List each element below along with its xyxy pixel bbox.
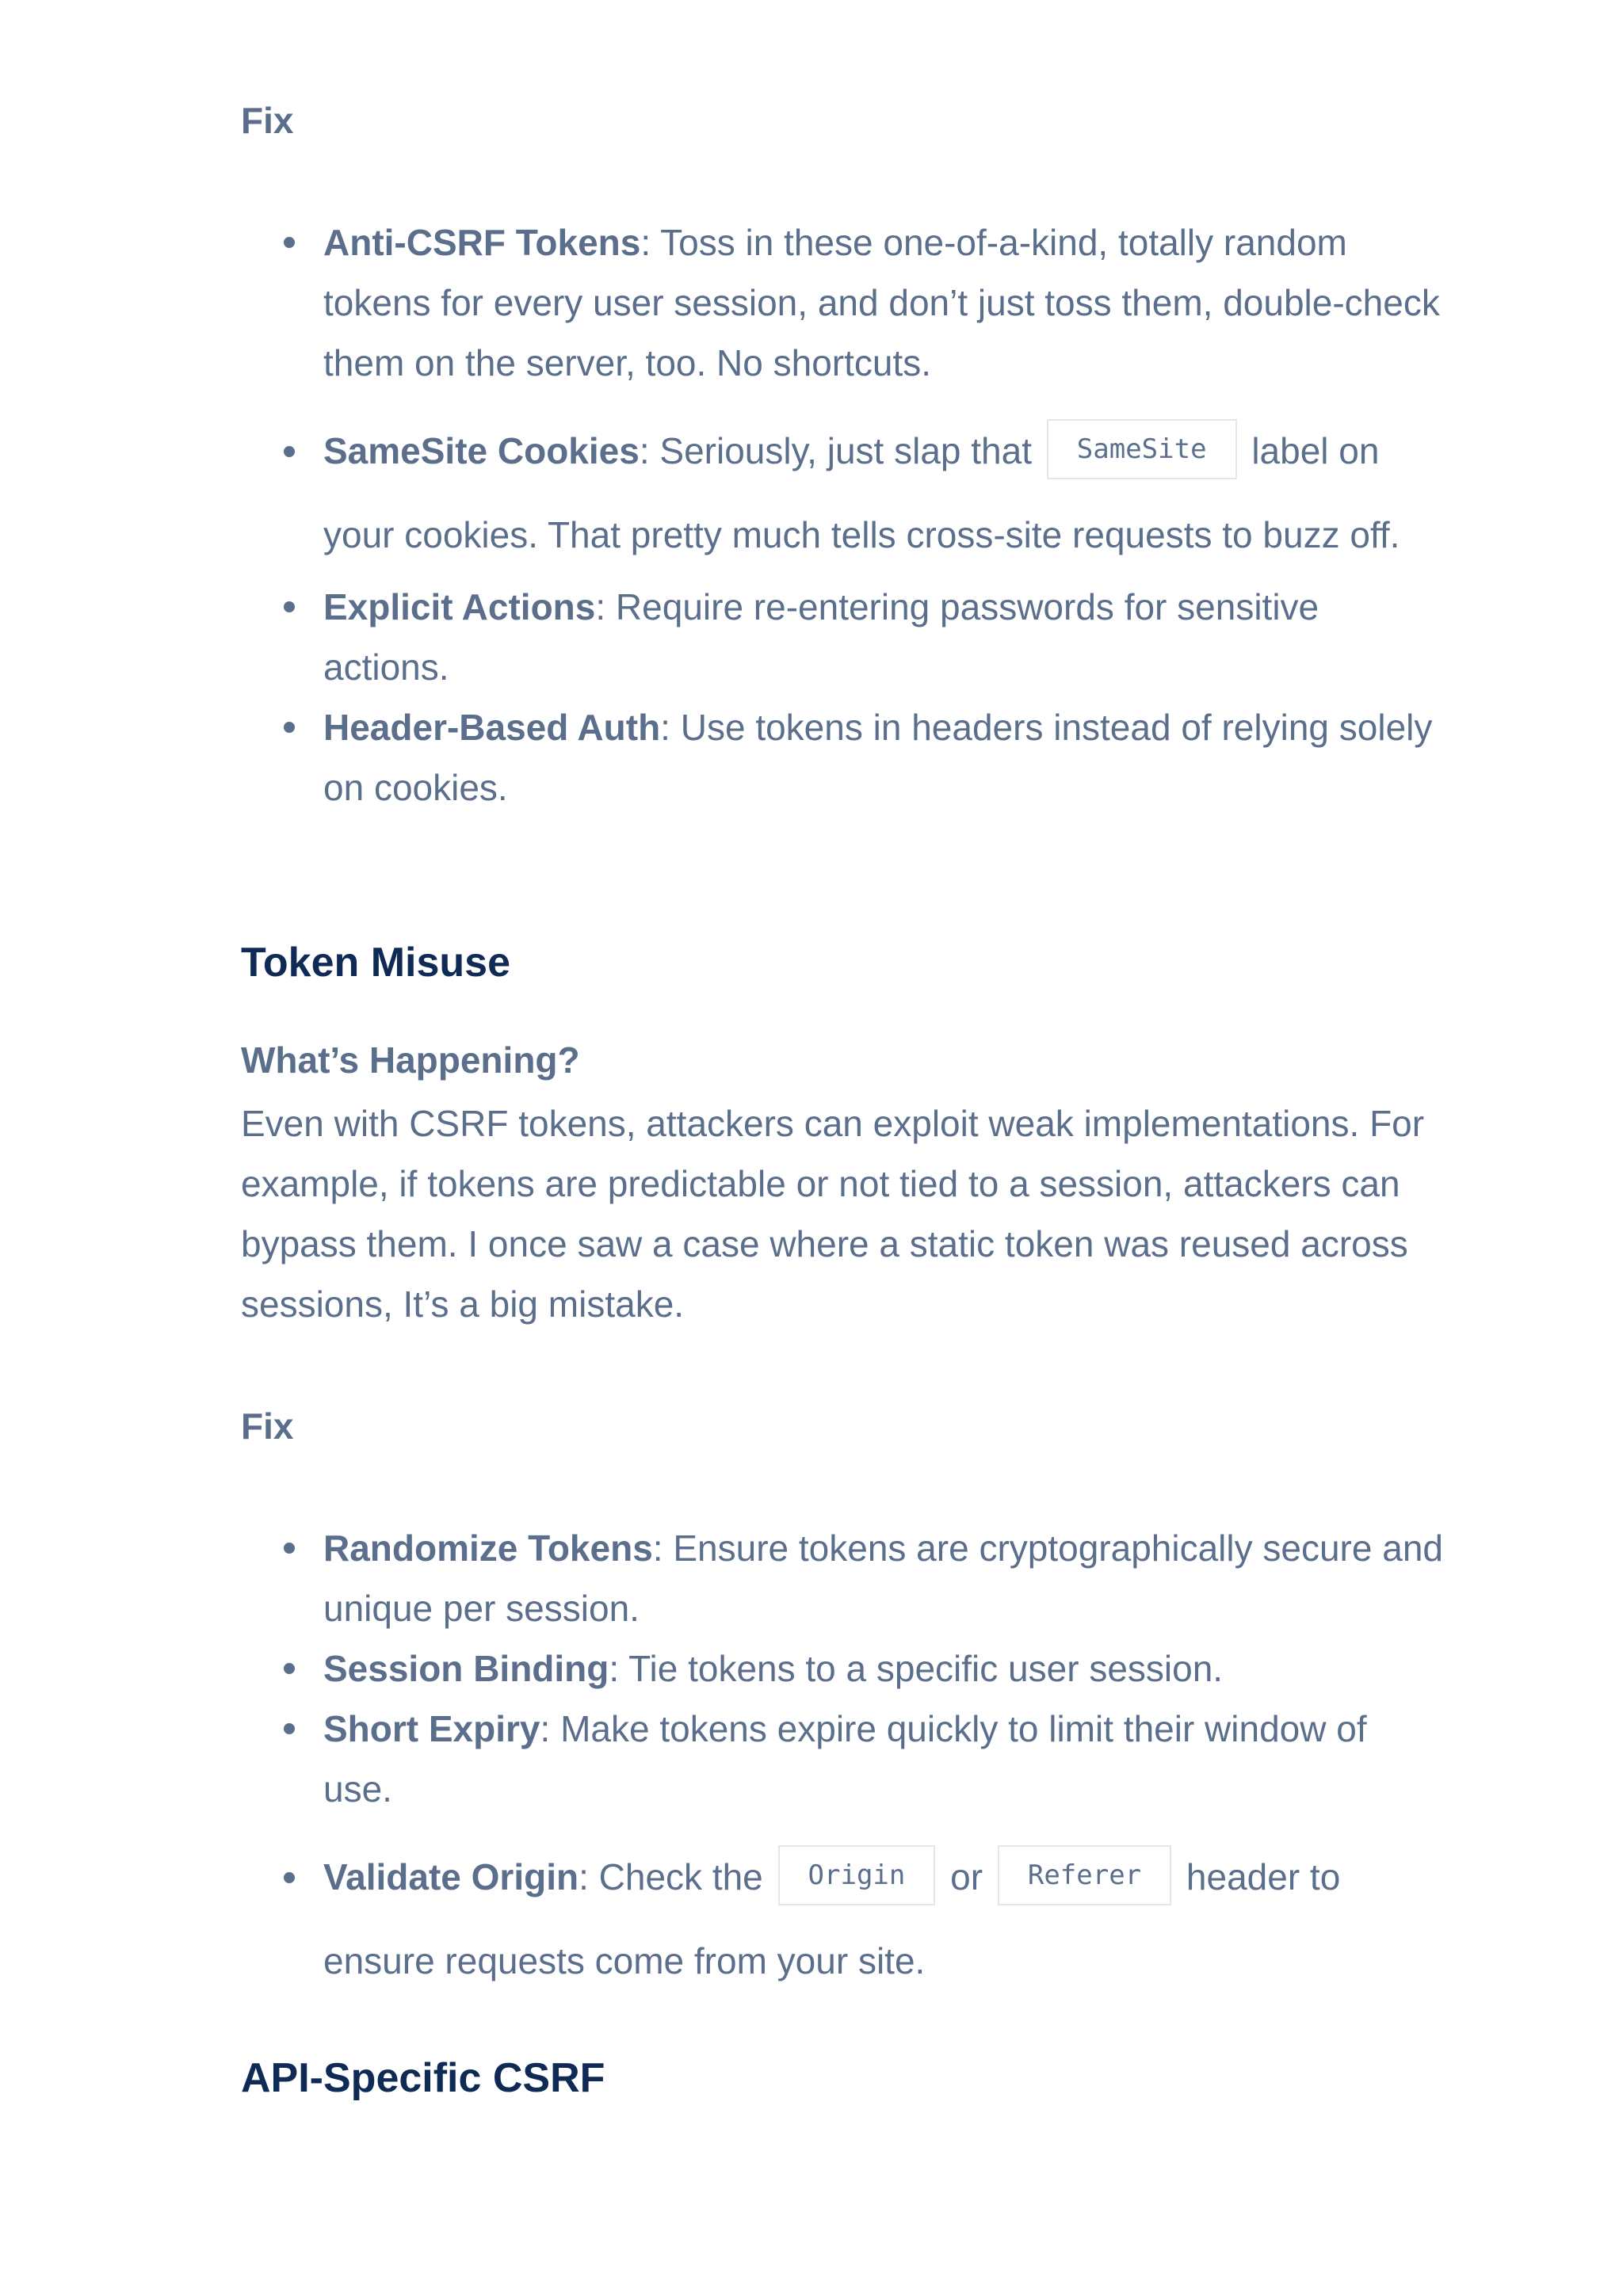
bullet-icon <box>284 1663 295 1674</box>
list-item <box>241 212 1445 393</box>
bullet-icon <box>284 722 295 733</box>
list-item-term: Header-Based Auth <box>323 707 661 748</box>
list-item-text: : Toss in these one-of-a-kind, totally random tokens for every user session, and don’t just toss them, double-check them on the server, too. No shortcuts. <box>323 222 1440 383</box>
inline-code: Referer <box>998 1845 1171 1905</box>
list-item <box>241 577 1445 697</box>
bullet-icon <box>284 601 295 612</box>
list-item-term: Anti-CSRF Tokens <box>323 222 641 263</box>
bullet-icon <box>284 237 295 248</box>
list-item-text: : Require re-entering passwords for sensitive actions. <box>323 586 1319 688</box>
list-item <box>241 697 1445 818</box>
token-misuse-paragraph: Even with CSRF tokens, attackers can exploit weak implementations. For example, if tokens are predictable or not tied to a session, attackers can bypass them. I once saw a case where a static token was reused across sessions, It’s a big mistake. <box>241 1103 1425 1325</box>
section-title-api-csrf: API-Specific CSRF <box>241 2055 605 2101</box>
list-item-term: Explicit Actions <box>323 586 596 627</box>
list-item-text: : Seriously, just slap that <box>639 430 1042 471</box>
list-item-term: Randomize Tokens <box>323 1527 653 1569</box>
bullet-icon <box>284 1872 295 1883</box>
bullet-icon <box>284 1723 295 1734</box>
inline-code: Origin <box>778 1845 936 1905</box>
fix-heading: Fix <box>241 1405 294 1447</box>
list-item-text: or <box>940 1856 993 1897</box>
list-item-text: : Tie tokens to a specific user session. <box>609 1648 1224 1689</box>
list-item-text: label on your cookies. That pretty much tells cross-site requests to buzz off. <box>323 430 1400 555</box>
list-item-text: header to ensure requests come from your site. <box>323 1856 1341 1981</box>
list-item <box>241 409 1445 577</box>
list-item-term: SameSite Cookies <box>323 430 640 471</box>
section-title-token-misuse: Token Misuse <box>241 940 511 986</box>
what-is-happening-heading: What’s Happening? <box>241 1039 580 1081</box>
fix-heading: Fix <box>241 100 294 141</box>
list-item-text: : Check the <box>579 1856 773 1897</box>
list-item-term: Short Expiry <box>323 1708 540 1749</box>
fix-list <box>241 1518 1445 2003</box>
fix-list <box>241 212 1445 818</box>
list-item <box>241 1638 1445 1699</box>
list-item-text: : Ensure tokens are cryptographically secure and unique per session. <box>323 1527 1443 1629</box>
list-item-term: Validate Origin <box>323 1856 579 1897</box>
list-item <box>241 1518 1445 1638</box>
list-item <box>241 1835 1445 2003</box>
list-item-text: : Use tokens in headers instead of relying solely on cookies. <box>323 707 1433 808</box>
list-item <box>241 1699 1445 1819</box>
inline-code: SameSite <box>1047 419 1237 479</box>
bullet-icon <box>284 1543 295 1554</box>
list-item-term: Session Binding <box>323 1648 609 1689</box>
list-item-text: : Make tokens expire quickly to limit their window of use. <box>323 1708 1367 1810</box>
bullet-icon <box>284 446 295 457</box>
